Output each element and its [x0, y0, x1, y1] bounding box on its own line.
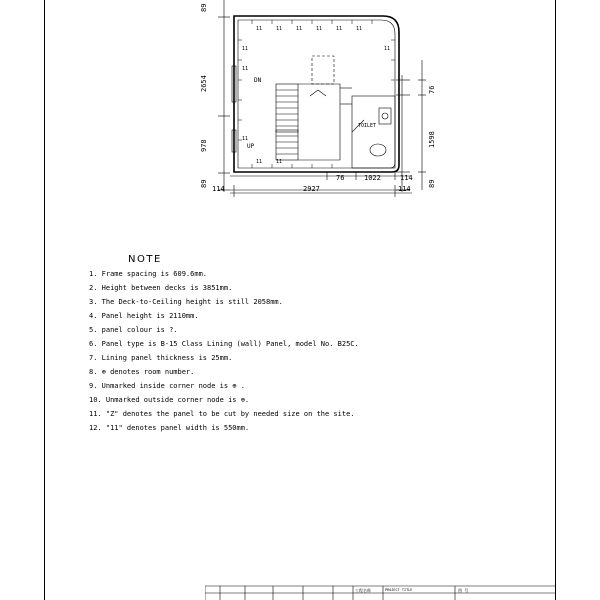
note-item: 9. Unmarked inside corner node is ⊕ .: [89, 382, 245, 390]
panel-mark: 11: [384, 46, 391, 52]
panel-mark: 11: [242, 136, 249, 142]
note-item: 4. Panel height is 2110mm.: [89, 312, 199, 320]
dim-left-top: 89: [200, 3, 208, 12]
note-item: 11. "Z" denotes the panel to be cut by needed size on the site.: [89, 410, 355, 418]
dim-bottom-76: 76: [336, 174, 345, 182]
note-item: 7. Lining panel thickness is 25mm.: [89, 354, 233, 362]
title-label-cn: 工程名称: [355, 588, 371, 593]
panel-mark: 11: [276, 159, 283, 165]
note-item: 2. Height between decks is 3851mm.: [89, 284, 233, 292]
dim-right-top: 76: [428, 85, 436, 94]
dim-right-mid: 1598: [428, 131, 436, 148]
title-block: [205, 584, 555, 600]
panel-mark: 11: [296, 26, 303, 32]
note-item: 6. Panel type is B-15 Class Lining (wall) Panel, model No. B25C.: [89, 340, 359, 348]
panel-mark: 11: [256, 26, 263, 32]
note-item: 3. The Deck-to-Ceiling height is still 2058mm.: [89, 298, 283, 306]
room-walls: [234, 16, 399, 172]
note-item: 5. panel colour is ?.: [89, 326, 178, 334]
dim-right-bottom: 89: [428, 179, 436, 188]
panel-mark: 11: [242, 66, 249, 72]
panel-width-marks: [242, 26, 390, 165]
note-item: 10. Unmarked outside corner node is ⊕.: [89, 396, 250, 404]
note-item: 8. ⊕ denotes room number.: [89, 368, 195, 376]
panel-ticks: [238, 20, 395, 168]
dim-left-bottom: 89: [200, 179, 208, 188]
title-label-project: PROJECT TITLE: [385, 588, 413, 592]
panel-mark: 11: [356, 26, 363, 32]
dim-left-lower: 978: [200, 139, 208, 152]
panel-mark: 11: [316, 26, 323, 32]
panel-mark: 11: [276, 26, 283, 32]
panel-mark: 11: [242, 46, 249, 52]
dim-bottom-114-right: 114: [400, 174, 413, 182]
label-toilet: TOILET: [358, 123, 377, 129]
dim-bottom-114-left: 114: [212, 185, 225, 193]
toilet-room: [352, 96, 395, 168]
note-item: 1. Frame spacing is 609.6mm.: [89, 270, 208, 278]
staircase: [276, 56, 352, 160]
dim-bottom-114-end: 114: [398, 185, 411, 193]
dim-bottom-2927: 2927: [303, 185, 320, 193]
dim-left-upper: 2654: [200, 75, 208, 92]
title-label-drawing-no: 图 号: [458, 588, 469, 593]
label-dn: DN: [254, 77, 262, 84]
panel-mark: 11: [256, 159, 263, 165]
note-title: NOTE: [128, 254, 162, 265]
label-up: UP: [247, 143, 255, 150]
room-labels: [247, 77, 376, 150]
panel-mark: 11: [336, 26, 343, 32]
notes-list: [89, 270, 359, 438]
dim-bottom-1022: 1022: [364, 174, 381, 182]
note-item: 12. "11" denotes panel width is 550mm.: [89, 424, 250, 432]
